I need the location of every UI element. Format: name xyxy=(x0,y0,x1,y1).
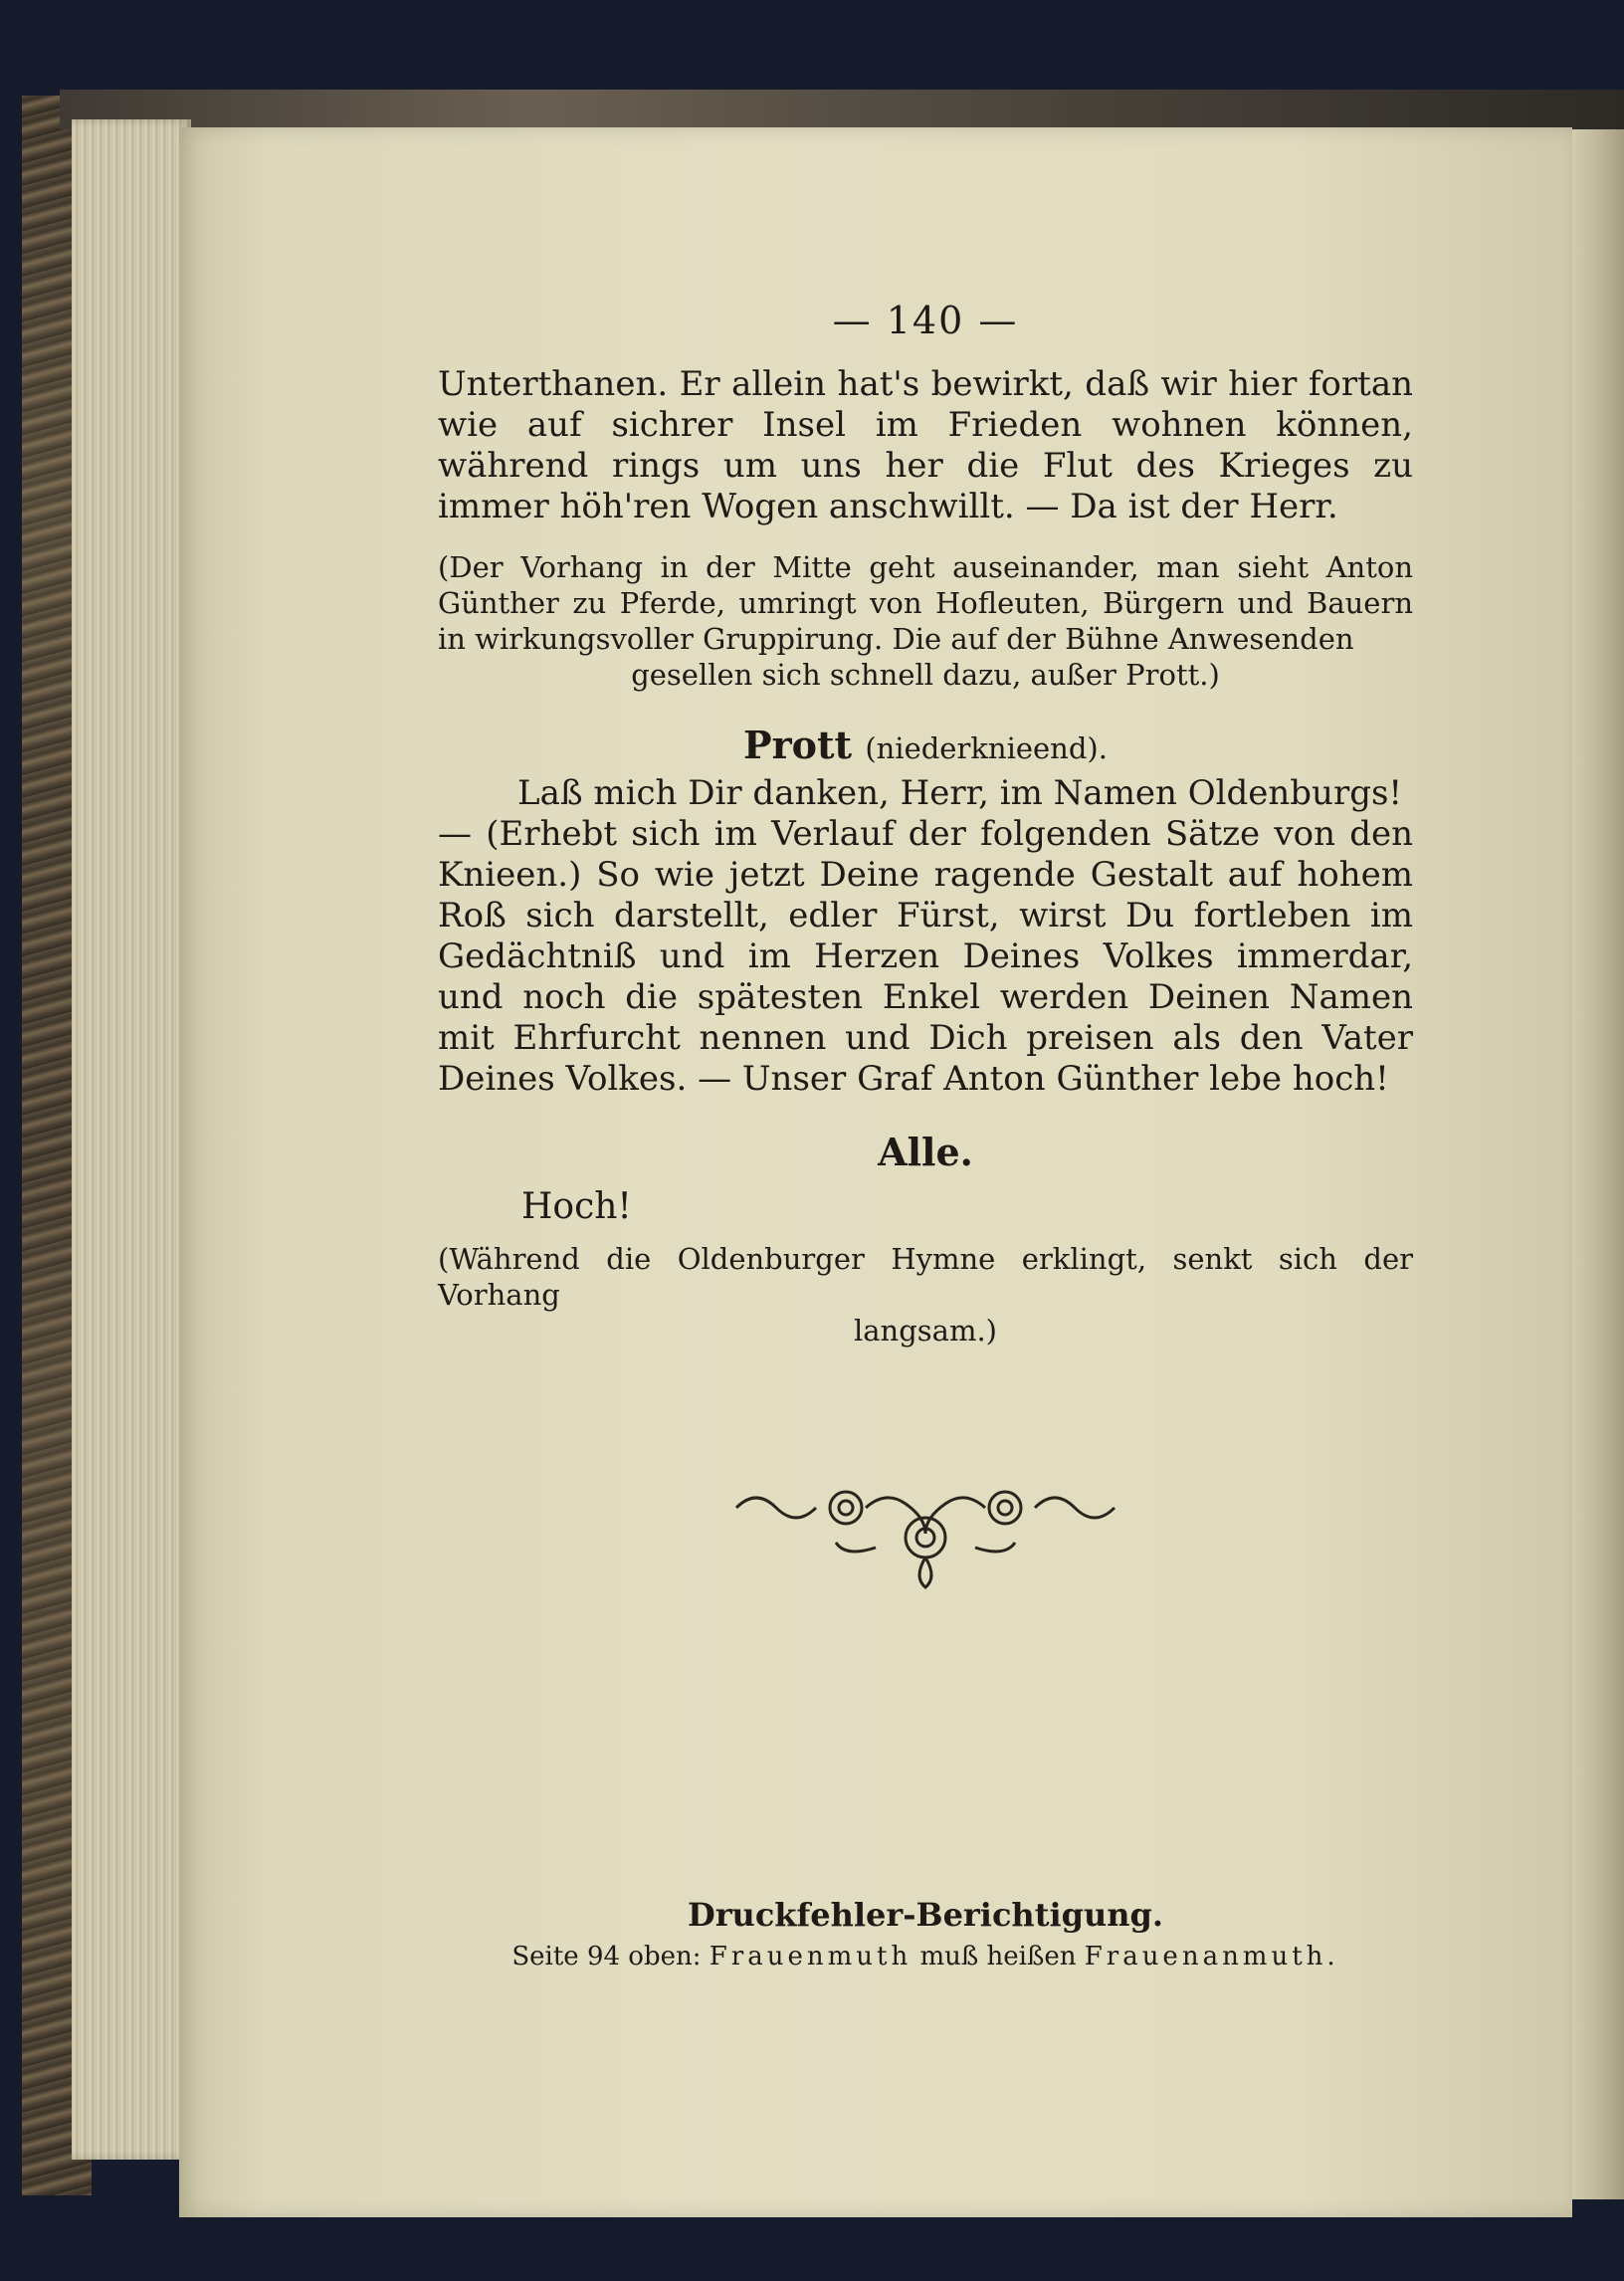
ornament-flourish-icon xyxy=(726,1478,1124,1597)
page-right-edge xyxy=(1567,129,1624,2199)
speech-rest: — (Erhebt sich im Verlauf der folgenden Sätze von den Knieen.) So wie jetzt Deine ragende Gestalt auf hohem Roß sich darstellt, edler Fürst, wirst Du fortleben im Gedächtniß und im Herzen Deines Volkes immerdar, und noch die spätesten Enkel werden Deinen Namen mit Ehrfurcht nennen und Dich preisen als den Vater Deines Volkes. — Unser Graf Anton Günther lebe hoch! xyxy=(438,814,1413,1099)
stage-direction-1-line1: (Der Vorhang in der Mitte geht auseinander, man sieht Anton Günther zu Pferde, umringt von Hofleuten, Bürgern und Bauern in wirkungsvoller Gruppirung. Die auf der Bühne Anwesenden xyxy=(438,550,1413,656)
speaker-heading-alle: Alle. xyxy=(878,1130,973,1174)
speech-prott xyxy=(438,773,1413,1100)
stage-direction-2 xyxy=(438,1241,1413,1348)
stage-direction-1-line2: gesellen sich schnell dazu, außer Prott.) xyxy=(631,658,1220,692)
stage-direction-2-line2: langsam.) xyxy=(853,1314,997,1348)
page-content xyxy=(438,299,1413,1971)
errata-wrong: Frauenmuth xyxy=(709,1942,913,1971)
errata-mid: muß heißen xyxy=(919,1942,1077,1971)
book-cover-edge xyxy=(60,90,1624,129)
errata-line xyxy=(438,1942,1413,1971)
paragraph-1: Unterthanen. Er allein hat's bewirkt, daß wir hier fortan wie auf sichrer Insel im Frieden wohnen können, während rings um uns her die Flut des Krieges zu immer höh'ren Wogen anschwillt. — Da ist der Herr. xyxy=(438,364,1413,526)
speech-line-1: Laß mich Dir danken, Herr, im Namen Oldenburgs! xyxy=(517,773,1403,813)
speaker-heading-prott xyxy=(438,723,1413,767)
speech-alle: Hoch! xyxy=(521,1186,632,1227)
errata-correct: Frauenanmuth. xyxy=(1084,1942,1339,1971)
speaker-direction: (niederknieend). xyxy=(865,731,1108,765)
page-number: — 140 — xyxy=(832,299,1019,342)
errata-title: Druckfehler-Berichtigung. xyxy=(687,1896,1164,1934)
errata-prefix: Seite 94 oben: xyxy=(511,1942,702,1971)
stage-direction-1 xyxy=(438,549,1413,693)
stage-direction-2-line1: (Während die Oldenburger Hymne erklingt, senkt sich der Vorhang xyxy=(438,1242,1413,1312)
page-stack-edges xyxy=(72,119,191,2160)
speaker-name: Prott xyxy=(743,723,853,767)
